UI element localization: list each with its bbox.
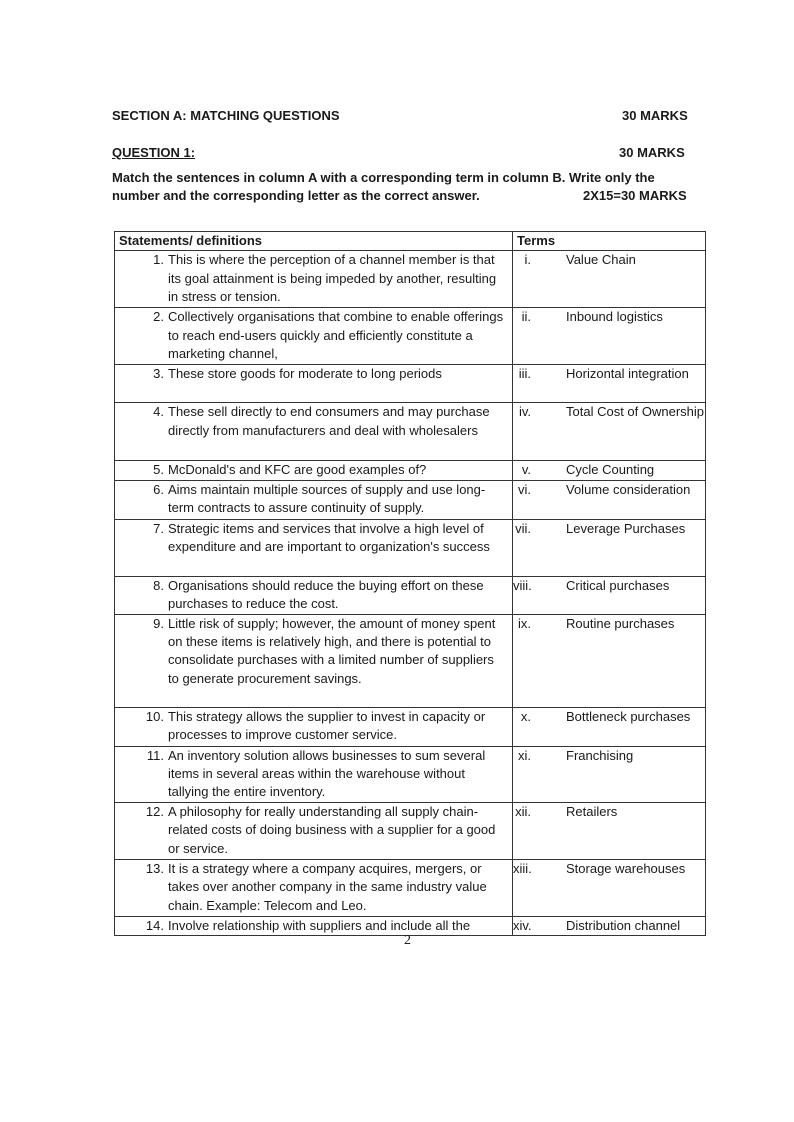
- term-cell: [513, 519, 706, 576]
- term-numeral: v.: [521, 462, 531, 478]
- statement-text: Involve relationship with suppliers and include all the: [168, 917, 471, 933]
- statement-text: Aims maintain multiple sources of supply and use long-term contracts to assure continuity of supply.: [168, 481, 486, 516]
- table-row: [115, 802, 706, 859]
- matching-table: [114, 231, 706, 936]
- term-numeral: vii.: [515, 520, 531, 536]
- header-statements: Statements/ definitions: [115, 232, 513, 251]
- term-numeral: xii.: [515, 803, 531, 819]
- table-row: [115, 859, 706, 916]
- table-row: [115, 576, 706, 614]
- table-row: [115, 519, 706, 576]
- question-marks: 30 MARKS: [619, 145, 685, 160]
- statement-text: This is where the perception of a channel member is that its goal attainment is being impeded by another, resulting in stress or tension.: [168, 252, 497, 305]
- term-cell: [513, 614, 706, 707]
- term-cell: [513, 461, 706, 480]
- statement-number: 1.: [153, 252, 164, 268]
- statement-cell: [115, 461, 513, 480]
- term-cell: [513, 746, 706, 802]
- statement-cell: [115, 403, 513, 461]
- statement-text: A philosophy for really understanding all supply chain-related costs of doing business with a supplier for a good or service.: [168, 803, 496, 856]
- term-cell: [513, 365, 706, 403]
- term-text: Leverage Purchases: [566, 520, 686, 536]
- statement-cell: [115, 802, 513, 859]
- statement-cell: [115, 480, 513, 519]
- term-cell: [513, 802, 706, 859]
- statement-cell: [115, 251, 513, 308]
- statement-text: Collectively organisations that combine to enable offerings to reach end-users quickly and efficiently constitute a marketing channel,: [168, 309, 504, 362]
- term-cell: [513, 859, 706, 916]
- term-numeral: xiii.: [513, 860, 532, 876]
- instruction-line-1: Match the sentences in column A with a corresponding term in column B. Write only the: [112, 170, 655, 185]
- term-text: Cycle Counting: [566, 462, 655, 478]
- term-numeral: iii.: [518, 366, 531, 382]
- statement-text: An inventory solution allows businesses to sum several items in several areas within the warehouse without tallying the entire inventory.: [168, 747, 486, 800]
- statement-cell: [115, 519, 513, 576]
- statement-cell: [115, 308, 513, 365]
- statement-number: 3.: [153, 366, 164, 382]
- statement-number: 10.: [145, 708, 164, 724]
- term-numeral: vi.: [518, 481, 531, 497]
- statement-number: 13.: [145, 860, 164, 876]
- term-text: Franchising: [566, 747, 634, 763]
- statement-number: 2.: [153, 309, 164, 325]
- term-cell: [513, 916, 706, 935]
- term-text: Critical purchases: [566, 577, 670, 593]
- term-text: Total Cost of Ownership: [566, 404, 705, 420]
- statement-cell: [115, 614, 513, 707]
- statement-number: 14.: [145, 917, 164, 933]
- term-text: Volume consideration: [566, 481, 691, 497]
- statement-text: It is a strategy where a company acquires, mergers, or takes over another company in the same industry value chain. Example: Telecom and Leo.: [168, 860, 487, 913]
- statement-cell: [115, 365, 513, 403]
- table-row: [115, 403, 706, 461]
- table-row: [115, 365, 706, 403]
- term-numeral: i.: [524, 252, 531, 268]
- statement-number: 11.: [146, 747, 164, 763]
- term-cell: [513, 480, 706, 519]
- table-header-row: [115, 232, 706, 251]
- term-numeral: ix.: [518, 615, 531, 631]
- term-numeral: viii.: [513, 577, 532, 593]
- term-text: Retailers: [566, 803, 618, 819]
- statement-number: 5.: [153, 462, 164, 478]
- statement-cell: [115, 746, 513, 802]
- table-row: [115, 308, 706, 365]
- statement-text: McDonald's and KFC are good examples of?: [168, 462, 427, 478]
- term-cell: [513, 576, 706, 614]
- statement-number: 8.: [153, 577, 164, 593]
- statement-text: Organisations should reduce the buying effort on these purchases to reduce the cost.: [168, 577, 484, 612]
- statement-number: 6.: [153, 481, 164, 497]
- table-row: [115, 707, 706, 746]
- term-numeral: x.: [520, 708, 531, 724]
- section-title: SECTION A: MATCHING QUESTIONS: [112, 108, 340, 123]
- term-cell: [513, 308, 706, 365]
- term-text: Value Chain: [566, 252, 636, 268]
- section-marks: 30 MARKS: [622, 108, 688, 123]
- statement-text: This strategy allows the supplier to invest in capacity or processes to improve customer service.: [168, 708, 486, 743]
- table-row: [115, 251, 706, 308]
- instruction-marks: 2X15=30 MARKS: [583, 188, 687, 203]
- term-cell: [513, 707, 706, 746]
- statement-cell: [115, 859, 513, 916]
- table-row: [115, 746, 706, 802]
- page-number: 2: [404, 933, 411, 948]
- term-text: Distribution channel: [566, 917, 681, 933]
- statement-cell: [115, 576, 513, 614]
- term-cell: [513, 251, 706, 308]
- term-text: Routine purchases: [566, 615, 675, 631]
- statement-text: Little risk of supply; however, the amount of money spent on these items is relatively high, and there is potential to consolidate purchases with a limited number of suppliers to generate procurement savings.: [168, 615, 496, 686]
- header-terms: Terms: [513, 232, 706, 251]
- statement-cell: [115, 707, 513, 746]
- instruction-line-2: number and the corresponding letter as the correct answer.: [112, 188, 480, 203]
- term-numeral: xiv.: [513, 917, 532, 933]
- term-numeral: xi.: [518, 747, 531, 763]
- term-cell: [513, 403, 706, 461]
- term-numeral: iv.: [518, 404, 531, 420]
- term-numeral: ii.: [521, 309, 531, 325]
- question-title: QUESTION 1:: [112, 145, 196, 160]
- statement-number: 7.: [153, 520, 164, 536]
- table-row: [115, 480, 706, 519]
- statement-text: Strategic items and services that involve a high level of expenditure and are important to organization's success: [168, 520, 490, 555]
- statement-number: 4.: [153, 404, 164, 420]
- term-text: Horizontal integration: [566, 366, 689, 382]
- statement-number: 12.: [145, 803, 164, 819]
- term-text: Storage warehouses: [566, 860, 686, 876]
- statement-cell: [115, 916, 513, 935]
- statement-text: These sell directly to end consumers and may purchase directly from manufacturers and deal with wholesalers: [168, 404, 490, 438]
- term-text: Bottleneck purchases: [566, 708, 691, 724]
- table-row: [115, 461, 706, 480]
- statement-number: 9.: [153, 615, 164, 631]
- table-row: [115, 614, 706, 707]
- statement-text: These store goods for moderate to long periods: [168, 366, 442, 382]
- term-text: Inbound logistics: [566, 309, 663, 325]
